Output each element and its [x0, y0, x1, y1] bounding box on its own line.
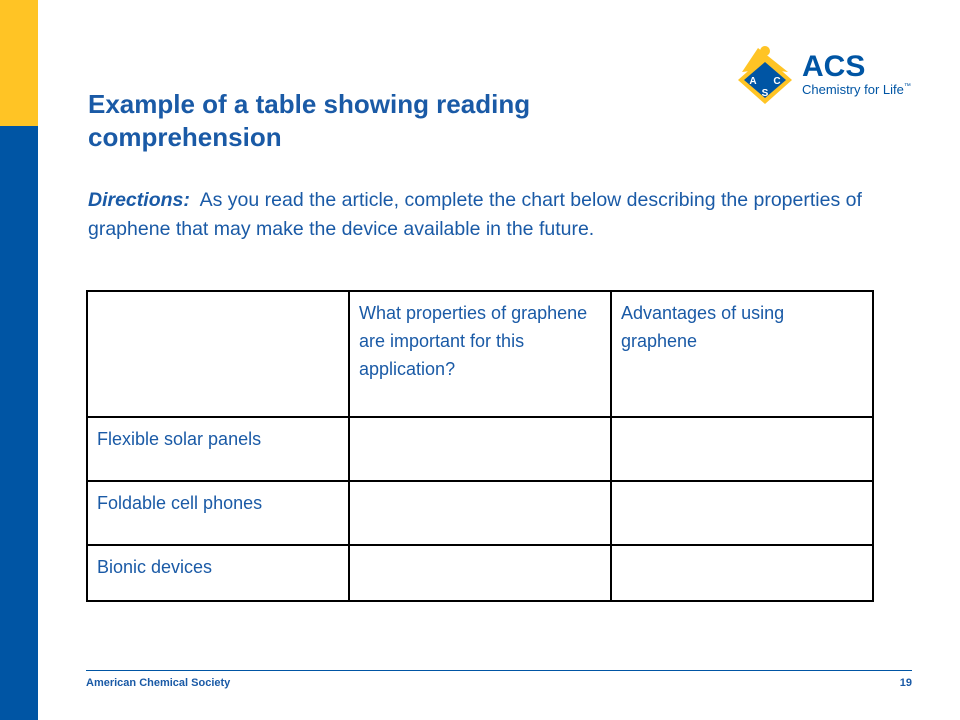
- header-cell-blank: [87, 291, 349, 417]
- directions-text: As you read the article, complete the chart below describing the properties of graphene that may make the device available in the future.: [88, 189, 868, 240]
- acs-logo: [736, 42, 926, 104]
- table-header-row: [87, 291, 873, 417]
- table-row: [87, 417, 873, 481]
- directions-lead: Directions: [88, 189, 184, 211]
- table-row: [87, 481, 873, 545]
- footer-organization: American Chemical Society: [86, 677, 231, 689]
- accent-bar-blue: [0, 126, 38, 720]
- row-label: Foldable cell phones: [87, 481, 349, 545]
- table-row: [87, 545, 873, 601]
- header-cell-advantages: Advantages of using graphene: [611, 291, 873, 417]
- row-label: Bionic devices: [87, 545, 349, 601]
- advantages-cell[interactable]: [611, 545, 873, 601]
- acs-seal-icon: [738, 56, 792, 104]
- properties-cell[interactable]: [349, 417, 611, 481]
- seal-letter-c: C: [773, 76, 781, 87]
- footer-divider: [86, 670, 912, 671]
- directions-paragraph: [88, 186, 918, 244]
- slide-title: Example of a table showing reading comprehension: [88, 89, 531, 152]
- accent-bar-yellow: [0, 0, 38, 126]
- directions-separator: :: [183, 189, 190, 211]
- header-cell-properties: What properties of graphene are important for this application?: [349, 291, 611, 417]
- seal-letter-s: S: [761, 88, 769, 99]
- row-label: Flexible solar panels: [87, 417, 349, 481]
- svg-text:Chemistry for Life™: [802, 82, 911, 97]
- seal-letter-a: A: [749, 76, 757, 87]
- properties-cell[interactable]: [349, 481, 611, 545]
- logo-tagline: Chemistry for Life: [802, 82, 904, 97]
- properties-cell[interactable]: [349, 545, 611, 601]
- logo-acronym: ACS: [802, 50, 866, 83]
- comprehension-table: [86, 290, 874, 602]
- page-number: 19: [899, 677, 912, 689]
- logo-trademark: ™: [903, 83, 911, 90]
- advantages-cell[interactable]: [611, 417, 873, 481]
- advantages-cell[interactable]: [611, 481, 873, 545]
